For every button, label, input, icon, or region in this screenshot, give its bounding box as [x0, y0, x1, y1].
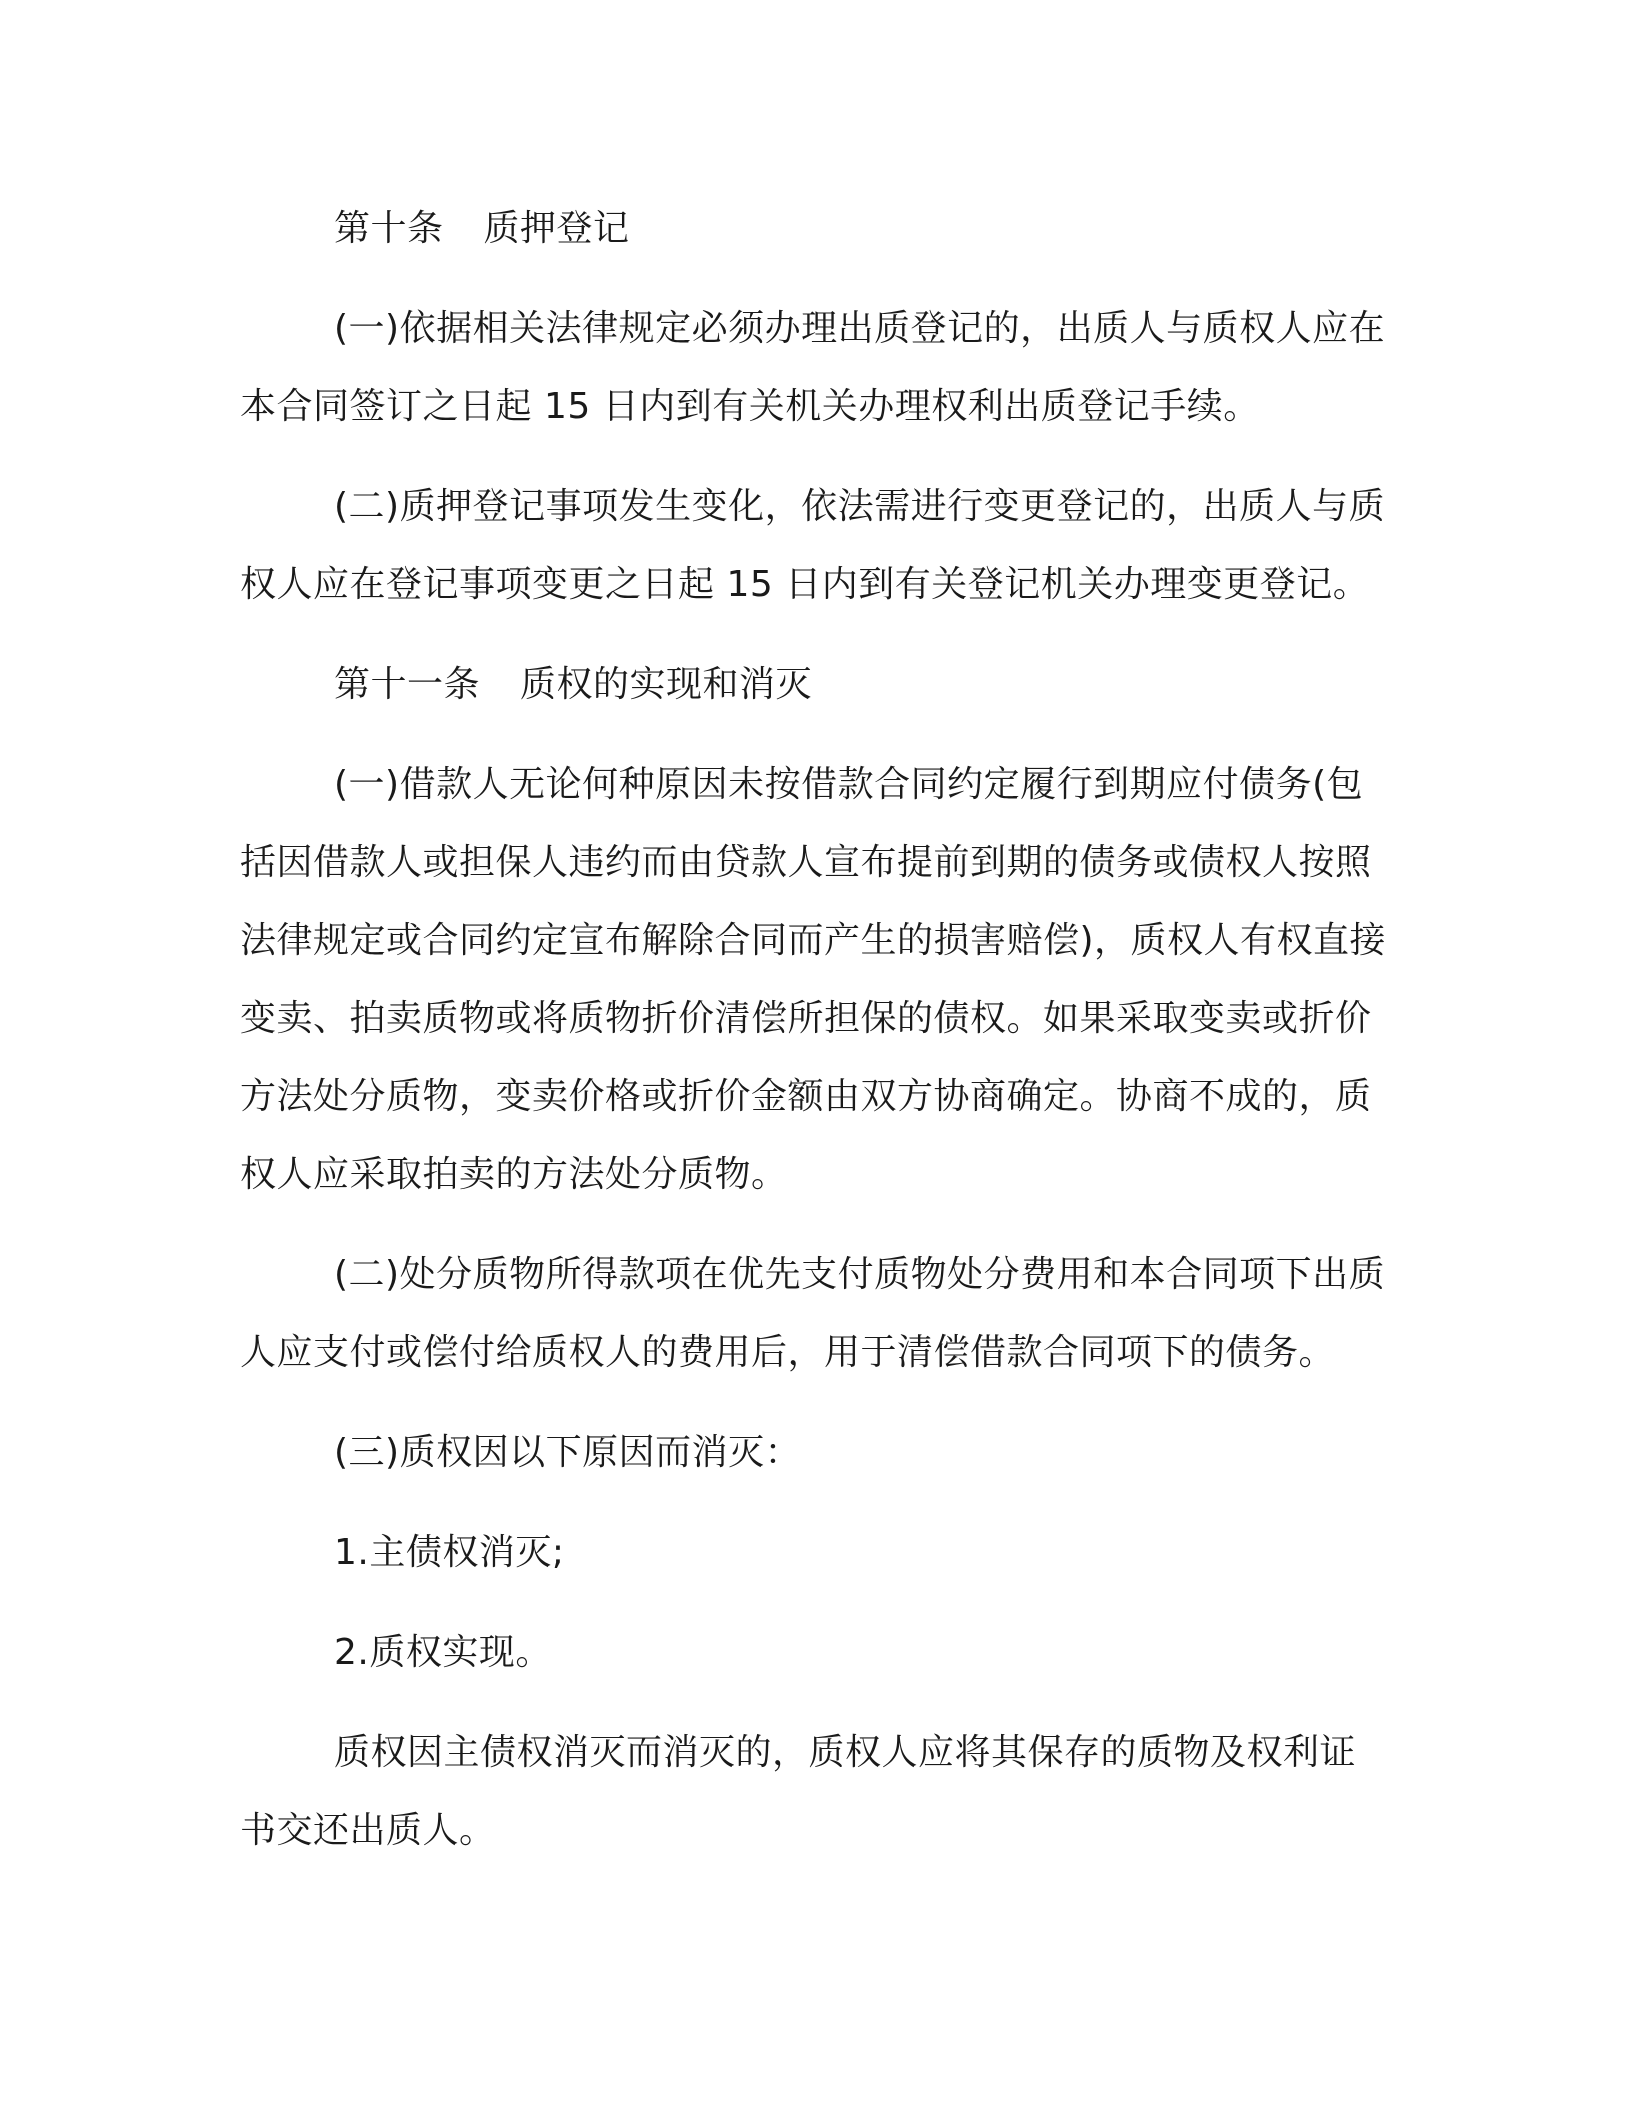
article-10-clause-1: (一)依据相关法律规定必须办理出质登记的，出质人与质权人应在本合同签订之日起 15 日内到有关机关办理权利出质登记手续。 — [240, 308, 1386, 427]
article-11-clause-2: (二)处分质物所得款项在优先支付质物处分费用和本合同项下出质人应支付或偿付给质权人的费用后，用于清偿借款合同项下的债务。 — [240, 1254, 1386, 1373]
article-11-item-1: 1.主债权消灭; — [334, 1532, 565, 1573]
article-10-clause-2: (二)质押登记事项发生变化，依法需进行变更登记的，出质人与质权人应在登记事项变更之日起 15 日内到有关登记机关办理变更登记。 — [240, 486, 1386, 605]
article-11-number: 第十一条 — [334, 664, 481, 705]
article-10-heading — [240, 190, 1390, 268]
article-10-number: 第十条 — [334, 208, 444, 249]
article-11-item-2: 2.质权实现。 — [334, 1632, 552, 1673]
document-body — [240, 190, 1390, 1892]
article-11-clause-3: (三)质权因以下原因而消灭： — [334, 1432, 802, 1473]
article-11-clause-1: (一)借款人无论何种原因未按借款合同约定履行到期应付债务(包括因借款人或担保人违约而由贷款人宣布提前到期的债务或债权人按照法律规定或合同约定宣布解除合同而产生的损害赔偿)，质权人有权直接变卖、拍卖质物或将质物折价清偿所担保的债权。如果采取变卖或折价方法处分质物，变卖价格或折价金额由双方协商确定。协商不成的，质权人应采取拍卖的方法处分质物。 — [240, 764, 1387, 1195]
article-11-heading — [240, 646, 1390, 724]
article-11-closing: 质权因主债权消灭而消灭的，质权人应将其保存的质物及权利证书交还出质人。 — [240, 1732, 1357, 1851]
article-10-title: 质押登记 — [483, 208, 630, 249]
article-11-title: 质权的实现和消灭 — [520, 664, 813, 705]
